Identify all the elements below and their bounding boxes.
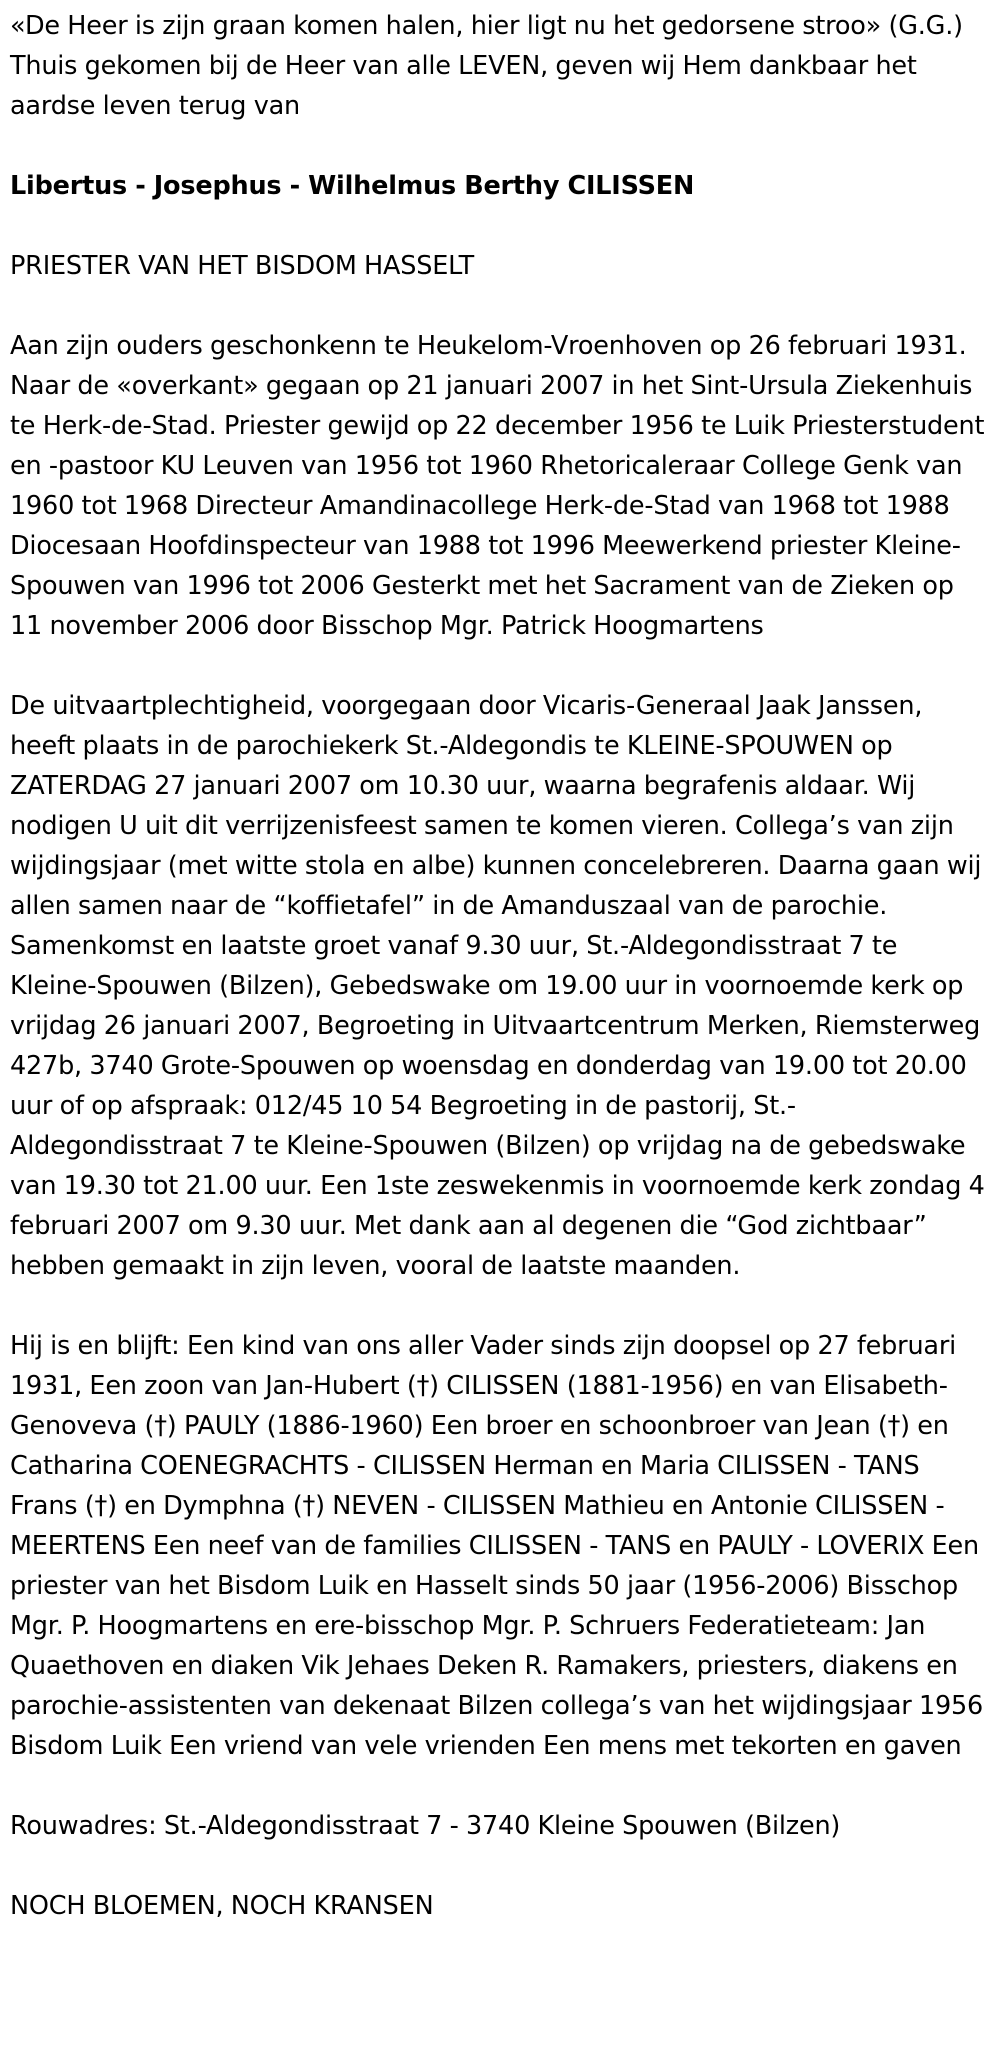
spacer: [10, 1846, 990, 1886]
spacer: [10, 1766, 990, 1806]
spacer: [10, 206, 990, 246]
spacer: [10, 1286, 990, 1326]
deceased-title: PRIESTER VAN HET BISDOM HASSELT: [10, 251, 475, 281]
intro-paragraph: «De Heer is zijn graan komen halen, hier ligt nu het gedorsene stroo» (G.G.) Thuis gekomen bij de Heer van alle LEVEN, geven wij Hem dankbaar het aardse leven terug van: [10, 11, 963, 121]
closing-note: NOCH BLOEMEN, NOCH KRANSEN: [10, 1891, 434, 1921]
spacer: [10, 126, 990, 166]
funeral-paragraph: De uitvaartplechtigheid, voorgegaan door Vicaris-Generaal Jaak Janssen, heeft plaats in de parochiekerk St.-Aldegondis te KLEINE-SPOUWEN op ZATERDAG 27 januari 2007 om 10.30 uur, waarna begrafenis aldaar. Wij nodigen U uit dit verrijzenisfeest samen te komen vieren. Collega’s van zijn wijdingsjaar (met witte stola en albe) kunnen concelebreren. Daarna gaan wij allen samen naar de “koffietafel” in de Amanduszaal van de parochie. Samenkomst en laatste groet vanaf 9.30 uur, St.-Aldegondisstraat 7 te Kleine-Spouwen (Bilzen), Gebedswake om 19.00 uur in voornoemde kerk op vrijdag 26 januari 2007, Begroeting in Uitvaartcentrum Merken, Riemsterweg 427b, 3740 Grote-Spouwen op woensdag en donderdag van 19.00 tot 20.00 uur of op afspraak: 012/45 10 54 Begroeting in de pastorij, St.-Aldegondisstraat 7 te Kleine-Spouwen (Bilzen) op vrijdag na de gebedswake van 19.30 tot 21.00 uur. Een 1ste zeswekenmis in voornoemde kerk zondag 4 februari 2007 om 9.30 uur. Met dank aan al degenen die “God zichtbaar” hebben gemaakt in zijn leven, vooral de laatste maanden.: [10, 691, 985, 1281]
relations-paragraph: Hij is en blijft: Een kind van ons aller Vader sinds zijn doopsel op 27 februari 1931, Een zoon van Jan-Hubert (†) CILISSEN (1881-1956) en van Elisabeth-Genoveva (†) PAULY (1886-1960) Een broer en schoonbroer van Jean (†) en Catharina COENEGRACHTS - CILISSEN Herman en Maria CILISSEN - TANS Frans (†) en Dymphna (†) NEVEN - CILISSEN Mathieu en Antonie CILISSEN - MEERTENS Een neef van de families CILISSEN - TANS en PAULY - LOVERIX Een priester van het Bisdom Luik en Hasselt sinds 50 jaar (1956-2006) Bisschop Mgr. P. Hoogmartens en ere-bisschop Mgr. P. Schruers Federatieteam: Jan Quaethoven en diaken Vik Jehaes Deken R. Ramakers, priesters, diakens en parochie-assistenten van dekenaat Bilzen collega’s van het wijdingsjaar 1956 Bisdom Luik Een vriend van vele vrienden Een mens met tekorten en gaven: [10, 1331, 984, 1761]
biography-paragraph: Aan zijn ouders geschonkenn te Heukelom-Vroenhoven op 26 februari 1931. Naar de «overkant» gegaan op 21 januari 2007 in het Sint-Ursula Ziekenhuis te Herk-de-Stad. Priester gewijd op 22 december 1956 te Luik Priesterstudent en -pastoor KU Leuven van 1956 tot 1960 Rhetoricaleraar College Genk van 1960 tot 1968 Directeur Amandinacollege Herk-de-Stad van 1968 tot 1988 Diocesaan Hoofdinspecteur van 1988 tot 1996 Meewerkend priester Kleine-Spouwen van 1996 tot 2006 Gesterkt met het Sacrament van de Zieken op 11 november 2006 door Bisschop Mgr. Patrick Hoogmartens: [10, 331, 985, 641]
deceased-name: Libertus - Josephus - Wilhelmus Berthy CILISSEN: [10, 171, 695, 201]
spacer: [10, 286, 990, 326]
spacer: [10, 646, 990, 686]
mourning-address: Rouwadres: St.-Aldegondisstraat 7 - 3740 Kleine Spouwen (Bilzen): [10, 1811, 841, 1841]
